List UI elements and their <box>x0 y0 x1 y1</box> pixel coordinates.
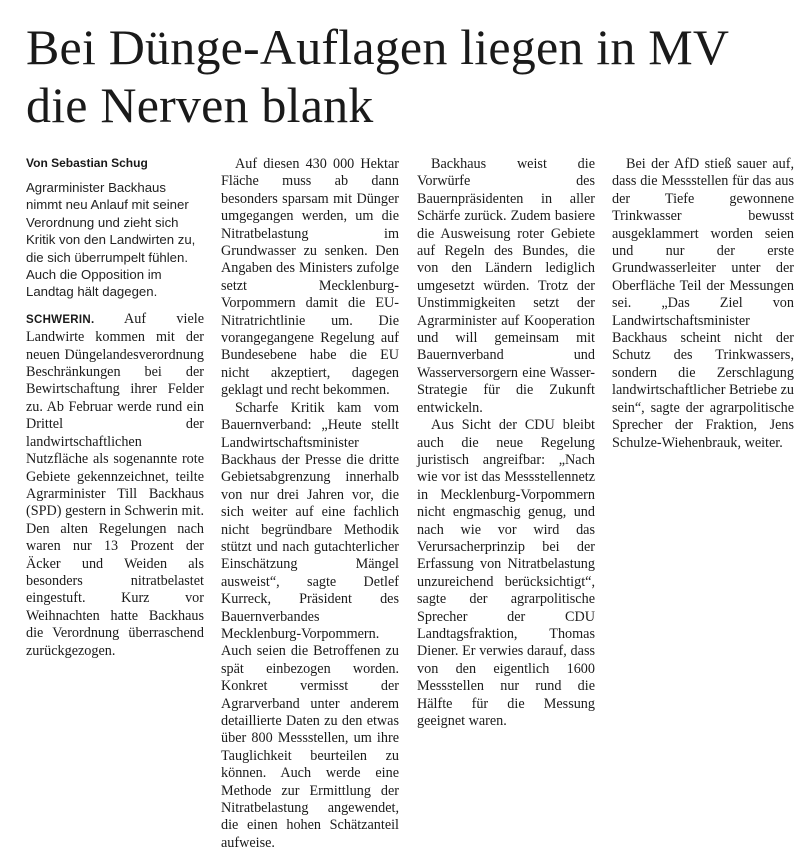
teaser: Agrarminister Backhaus nimmt neu Anlauf mit seiner Verordnung und zieht sich Kritik von den Landwirten zu, die sich überrumpelt fühlen. Auch die Opposition im Landtag hält dagegen. <box>26 180 196 300</box>
column-2 <box>221 156 399 852</box>
paragraph-5: Aus Sicht der CDU bleibt auch die neue Regelung juristisch angreifbar: „Nach wie vor ist das Messstellennetz in Mecklenburg-Vorpommern nicht engmaschig genug, und nach wie vor wird das Verursacherprinzip bei der Erfassung von Nitratbelastung unzureichend berücksichtigt“, sagte der agrarpolitische Sprecher der CDU Landtagsfraktion, Thomas Diener. Er verwies darauf, dass von den eigentlich 1600 Messstellen nur rund die Hälfte für die Messung geeignet waren. <box>417 417 595 729</box>
paragraph-2: Auf diesen 430 000 Hektar Fläche muss ab dann besonders sparsam mit Dünger umgegangen werden, um die Nitratbelastung im Grundwasser zu senken. Den Angaben des Ministers zufolge setzt Mecklenburg-Vorpommern damit die EU-Nitratrichtlinie um. Die vorangegangene Regelung auf Bundesebene habe die EU nicht akzeptiert, dagegen geklagt und recht bekommen. <box>221 156 399 399</box>
dateline: SCHWERIN. <box>26 313 95 326</box>
paragraph-1-text: Auf viele Landwirte kommen mit der neuen Düngelandesverordnung Beschränkungen bei der Bewirtschaftung ihrer Felder zu. Ab Februar werde rund ein Drittel der landwirtschaftlichen Nutzfläche als sogenannte rote Gebiete gekennzeichnet, teilte Agrarminister Till Backhaus (SPD) gestern in Schwerin mit. Den alten Regelungen nach waren nur 13 Prozent der Äcker und Weiden als besonders nitratbelastet eingestuft. Kurz vor Weihnachten hatte Backhaus die Verordnung überraschend zurückgezogen. <box>26 310 204 659</box>
byline: Von Sebastian Schug <box>26 156 148 170</box>
paragraph-6: Bei der AfD stieß sauer auf, dass die Messstellen für das aus der Tiefe gewonnene Trinkwasser bewusst ausgeklammert worden seien und nur der erste Grundwasserleiter unter der Oberfläche Teil der Messungen sei. „Das Ziel von Landwirtschaftsminister Backhaus scheint nicht der Schutz des Trinkwassers, sondern die Zerschlagung landwirtschaftlicher Betriebe zu sein“, sagte der agrarpolitische Sprecher der Fraktion, Jens Schulze-Wiehenbrauk, weiter. <box>612 156 794 451</box>
paragraph-3: Scharfe Kritik kam vom Bauernverband: „Heute stellt Landwirtschaftsminister Backhaus der Presse die dritte Gebietsabgrenzung innerhalb von nur drei Jahren vor, die sich weiter auf eine fachlich nicht begründbare Methodik stützt und nach gutachterlicher Einschätzung Mängel ausweist“, sagte Detlef Kurreck, Präsident des Bauernverbandes Mecklenburg-Vorpommern. Auch seien die Betroffenen zu spät einbezogen worden. Konkret vermisst der Agrarverband unter anderem detaillierte Daten zu den etwas über 800 Messstellen, um ihre Tauglichkeit beurteilen zu können. Auch werde eine Methode zur Ermittlung der Nitratbelastung angewendet, die einen hohen Schätzanteil aufweise. <box>221 399 399 851</box>
column-3 <box>417 156 595 730</box>
column-1 <box>26 156 204 660</box>
column-4 <box>612 156 794 452</box>
paragraph-1 <box>26 311 204 660</box>
paragraph-4: Backhaus weist die Vorwürfe des Bauernpräsidenten in aller Schärfe zurück. Zudem basiere die Ausweisung roter Gebiete auf Regeln des Bundes, die von den Ländern lediglich umgesetzt würden. Trotz der Unstimmigkeiten setzt der Agrarminister auf Kooperation und will gemeinsam mit Bauernverband und Wasserversorgern eine Wasser-Strategie für die Zukunft entwickeln. <box>417 156 595 416</box>
headline: Bei Dünge-Auflagen liegen in MV die Nerven blank <box>26 19 729 133</box>
